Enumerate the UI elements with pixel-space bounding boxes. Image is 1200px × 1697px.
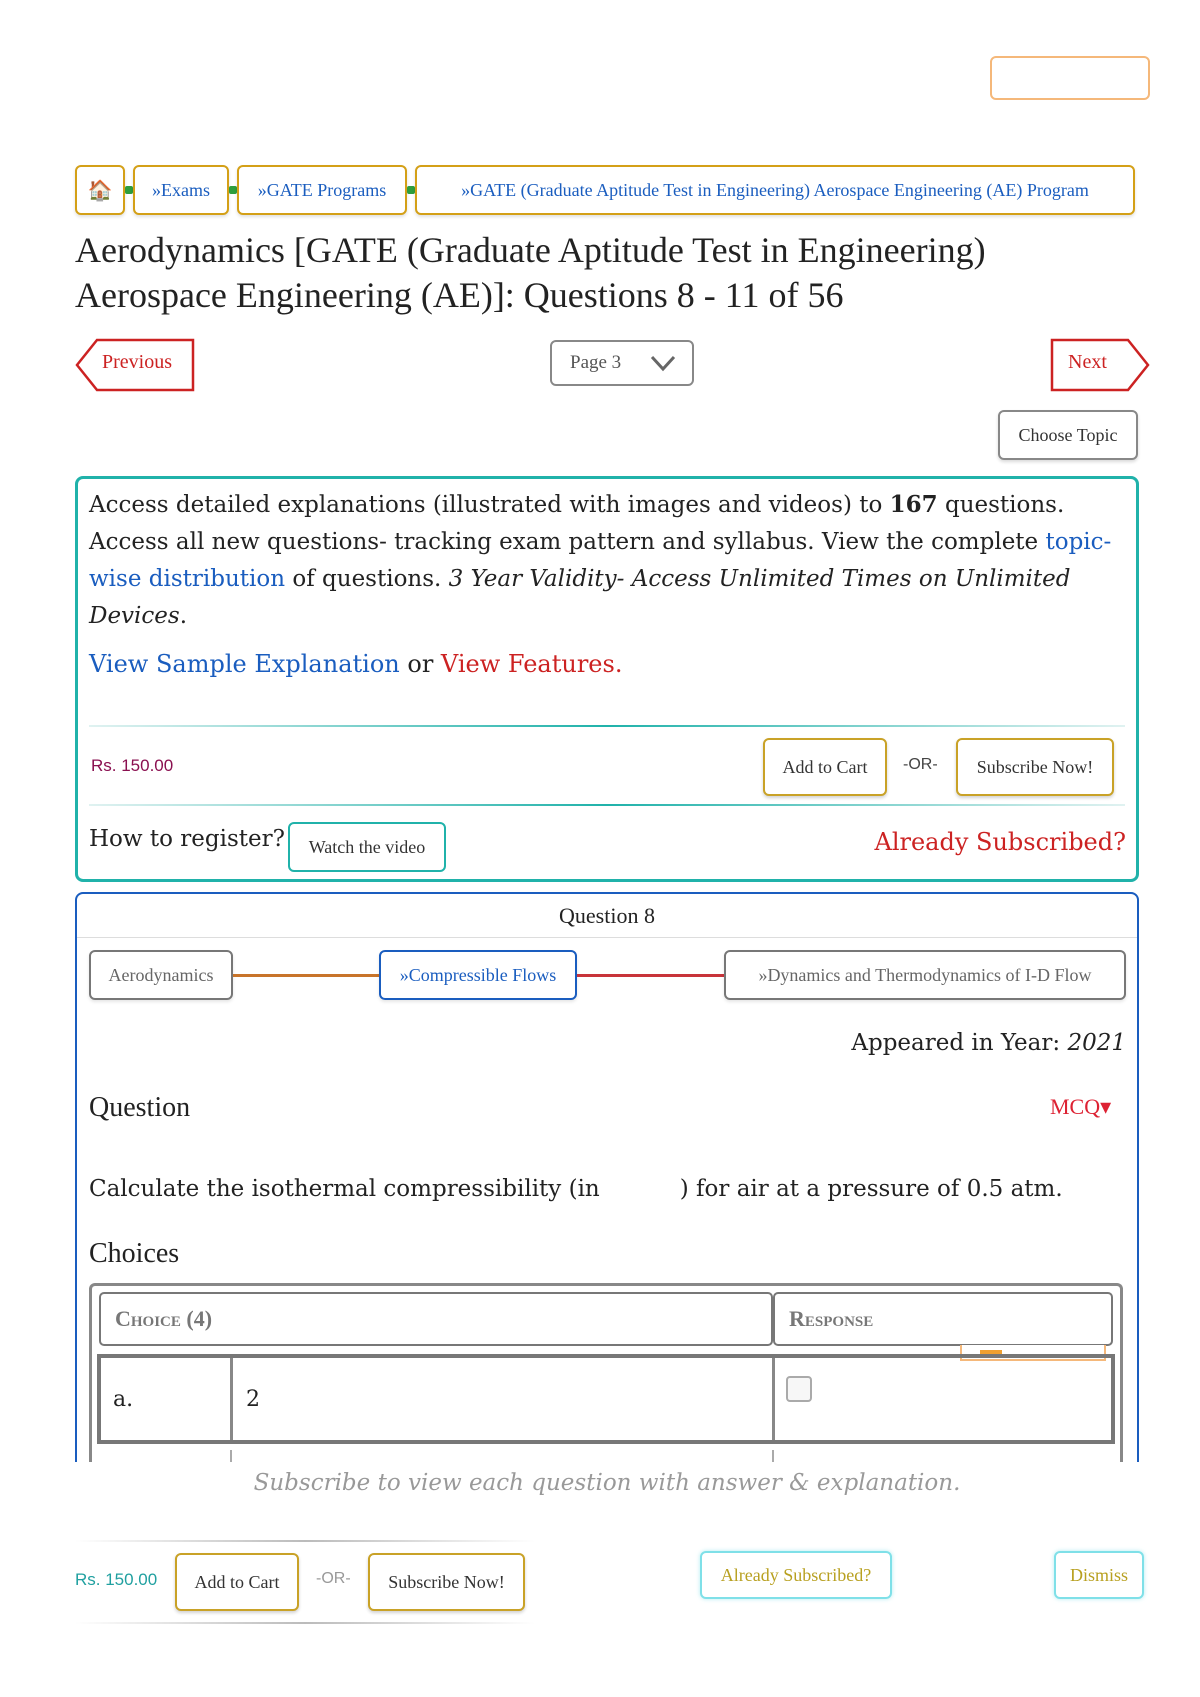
or-text: or — [399, 650, 441, 678]
or-separator: -OR- — [903, 756, 938, 773]
already-subscribed-link[interactable]: Already Subscribed? — [874, 828, 1126, 856]
info-text-3: of questions. — [285, 566, 449, 592]
watch-video-button[interactable]: Watch the video — [288, 822, 446, 872]
divider — [75, 1622, 535, 1624]
bottom-subscribe-now-button[interactable]: Subscribe Now! — [368, 1553, 525, 1611]
page-select[interactable] — [550, 340, 694, 386]
subscribe-now-button[interactable]: Subscribe Now! — [956, 738, 1114, 796]
bottom-or-separator: -OR- — [316, 1570, 351, 1587]
choice-label: a. — [113, 1386, 134, 1412]
subscribe-message: Subscribe to view each question with answer & explanation. — [253, 1470, 961, 1496]
breadcrumb-separator — [229, 186, 237, 194]
info-period: . — [179, 603, 188, 629]
topic-distribution-link[interactable]: topic-wise distribution — [89, 529, 1112, 592]
validity-text: 3 Year Validity- Access Unlimited Times on Unlimited Devices — [89, 566, 1071, 629]
breadcrumb-gate-ae-program[interactable]: »GATE (Graduate Aptitude Test in Engineering) Aerospace Engineering (AE) Program — [415, 165, 1135, 215]
bottom-add-to-cart-button[interactable]: Add to Cart — [175, 1553, 299, 1611]
breadcrumb-home[interactable] — [75, 165, 125, 215]
view-features-link[interactable]: View Features — [440, 650, 615, 678]
response-checkbox[interactable] — [786, 1376, 812, 1402]
question-type-badge[interactable]: MCQ▾ — [1050, 1094, 1112, 1119]
question-section-label: Question — [89, 1092, 191, 1123]
choices-label: Choices — [89, 1238, 180, 1269]
question-text-after: ) for air at a pressure of 0.5 atm. — [679, 1176, 1063, 1202]
divider — [89, 725, 1125, 727]
year-value: 2021 — [1067, 1030, 1126, 1056]
topic-connector — [233, 974, 379, 977]
breadcrumb-exams[interactable]: »Exams — [133, 165, 229, 215]
choice-value: 2 — [246, 1386, 260, 1412]
response-column-header: Response — [773, 1292, 1113, 1346]
how-to-register-label: How to register? — [89, 826, 285, 852]
cell-divider — [772, 1450, 774, 1462]
divider — [75, 1540, 535, 1542]
cell-divider — [230, 1450, 232, 1462]
top-right-box — [990, 56, 1150, 100]
cell-divider — [230, 1358, 233, 1440]
bottom-price-label: Rs. 150.00 — [75, 1570, 158, 1589]
view-sample-explanation-link[interactable]: View Sample Explanation — [89, 650, 400, 678]
topic-compressible-flows[interactable]: »Compressible Flows — [379, 950, 577, 1000]
divider — [89, 804, 1125, 806]
info-text-2: questions. Access all new questions- tracking exam pattern and syllabus. View the complete — [89, 492, 1065, 555]
question-text-before: Calculate the isothermal compressibility (in — [89, 1176, 600, 1202]
explanation-links — [89, 650, 622, 678]
price-label: Rs. 150.00 — [91, 756, 174, 775]
page-select-value: Page 3 — [570, 352, 622, 373]
topic-connector — [577, 974, 724, 977]
topic-dynamics-thermodynamics[interactable]: »Dynamics and Thermodynamics of I-D Flow — [724, 950, 1126, 1000]
breadcrumb-gate-programs[interactable]: »GATE Programs — [237, 165, 407, 215]
question-count: 167 — [889, 491, 938, 518]
topic-aerodynamics[interactable]: Aerodynamics — [89, 950, 233, 1000]
add-to-cart-button[interactable]: Add to Cart — [763, 738, 887, 796]
year-label: Appeared in Year: — [851, 1030, 1068, 1056]
choice-column-header: Choice (4) — [99, 1292, 773, 1346]
page-title: Aerodynamics [GATE (Graduate Aptitude Test in Engineering) Aerospace Engineering (AE)]: Questions 8 - 11 of 56 — [75, 230, 986, 315]
info-description — [89, 486, 1119, 635]
choose-topic-button[interactable]: Choose Topic — [998, 410, 1138, 460]
info-text-1: Access detailed explanations (illustrated with images and videos) to — [89, 492, 890, 518]
breadcrumb-separator — [407, 186, 415, 194]
chevron-down-icon — [648, 348, 678, 385]
bottom-already-subscribed-button[interactable]: Already Subscribed? — [700, 1551, 892, 1599]
breadcrumb-separator — [125, 186, 133, 194]
previous-label[interactable]: Previous — [102, 351, 172, 373]
house-icon: 🏠 — [87, 179, 113, 202]
features-period: . — [614, 650, 623, 678]
appeared-year — [780, 1030, 1126, 1056]
next-label[interactable]: Next — [1068, 351, 1107, 373]
dismiss-button[interactable]: Dismiss — [1054, 1551, 1144, 1599]
question-header: Question 8 — [77, 894, 1137, 938]
question-text — [89, 1176, 1129, 1202]
cell-divider — [772, 1358, 775, 1440]
